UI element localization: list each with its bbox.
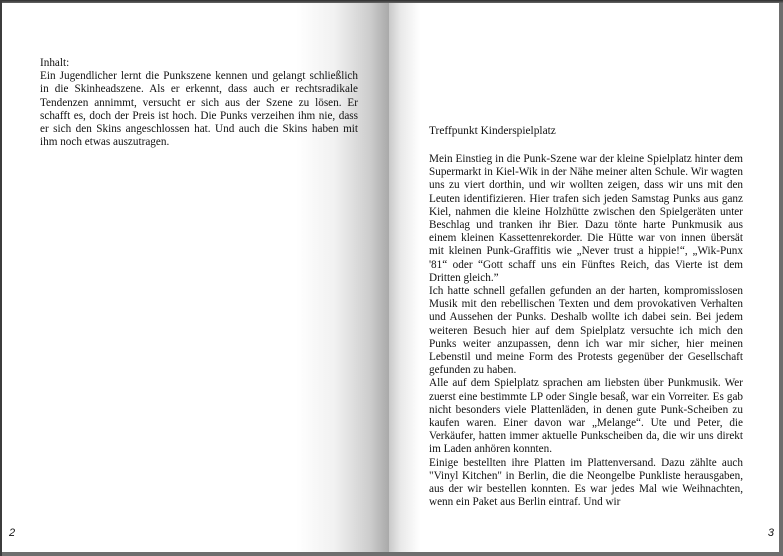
paragraph: Mein Einstieg in die Punk-Szene war der kleine Spielplatz hinter dem Supermarkt in Kiel-Wik in der Nähe meiner alten Schule. Wir wagten uns zu viert dorthin, und wir wollten zeigen, dass wir uns mit den Leuten identifizieren. Hier trafen sich jeden Samstag Punks aus ganz Kiel, nahmen die kleine Holzhütte zwischen den Spielgeräten unter Beschlag und tranken ihr Bier. Dazu tönte harte Punkmusik aus einem kleinen Kassettenrekorder. Die Hütte war von innen übersät mit kleinen Punk-Graffitis wie „Never trust a hippie!“, „Wik-Punx '81“ oder “Gott schaff uns ein Fünftes Reich, das Vierte ist dem Dritten gleich.” [429,153,743,284]
summary-block [40,57,358,149]
page-number-left: 2 [9,527,16,539]
summary-label: Inhalt: [40,57,70,69]
chapter-body [429,153,743,509]
right-page [389,3,779,552]
paragraph: Einige bestellten ihre Platten im Plattenversand. Dazu zählte auch "Vinyl Kitchen" in Berlin, die die Neongelbe Punkliste herausgaben, aus der wir bestellen konnten. Es war jedes Mal wie Weihnachten, wenn ein Paket aus Berlin eintraf. Und wir [429,456,743,509]
paragraph: Alle auf dem Spielplatz sprachen am liebsten über Punkmusik. Wer zuerst eine bestimmte LP oder Single besaß, war ein Vorreiter. Es gab nicht besonders viele Plattenläden, in denen gute Punk-Scheiben zu kaufen waren. Einer davon war „Melange“. Ute und Peter, die Verkäufer, hatten immer aktuelle Punkscheiben da, die wir uns direkt im Laden anhören konnten. [429,377,743,456]
paragraph: Ich hatte schnell gefallen gefunden an der harten, kompromisslosen Musik mit den rebellischen Texten und dem provokativen Verhalten und Aussehen der Punks. Deshalb wollte ich dabei sein. Bei jedem weiteren Besuch hier auf dem Spielplatz versuchte ich mich den Punks weiter anzupassen, denn ich war mir sicher, hier meinen Lebenstil und meine Form des Protests gegenüber der Gesellschaft gefunden zu haben. [429,285,743,377]
summary-text: Ein Jugendlicher lernt die Punkszene kennen und gelangt schließlich in die Skinheadszene. Als er erkennt, dass auch er rechtsradikale Tendenzen annimmt, versucht er sich aus der Szene zu lösen. Er schafft es, doch der Preis ist hoch. Die Punks verzeihen ihm nie, dass er sich den Skins angeschlossen hat. Und auch die Skins haben mit ihm noch etwas auszutragen. [40,70,358,149]
left-page [2,3,389,552]
chapter-title: Treffpunkt Kinderspielplatz [429,125,556,137]
page-number-right: 3 [767,527,774,539]
